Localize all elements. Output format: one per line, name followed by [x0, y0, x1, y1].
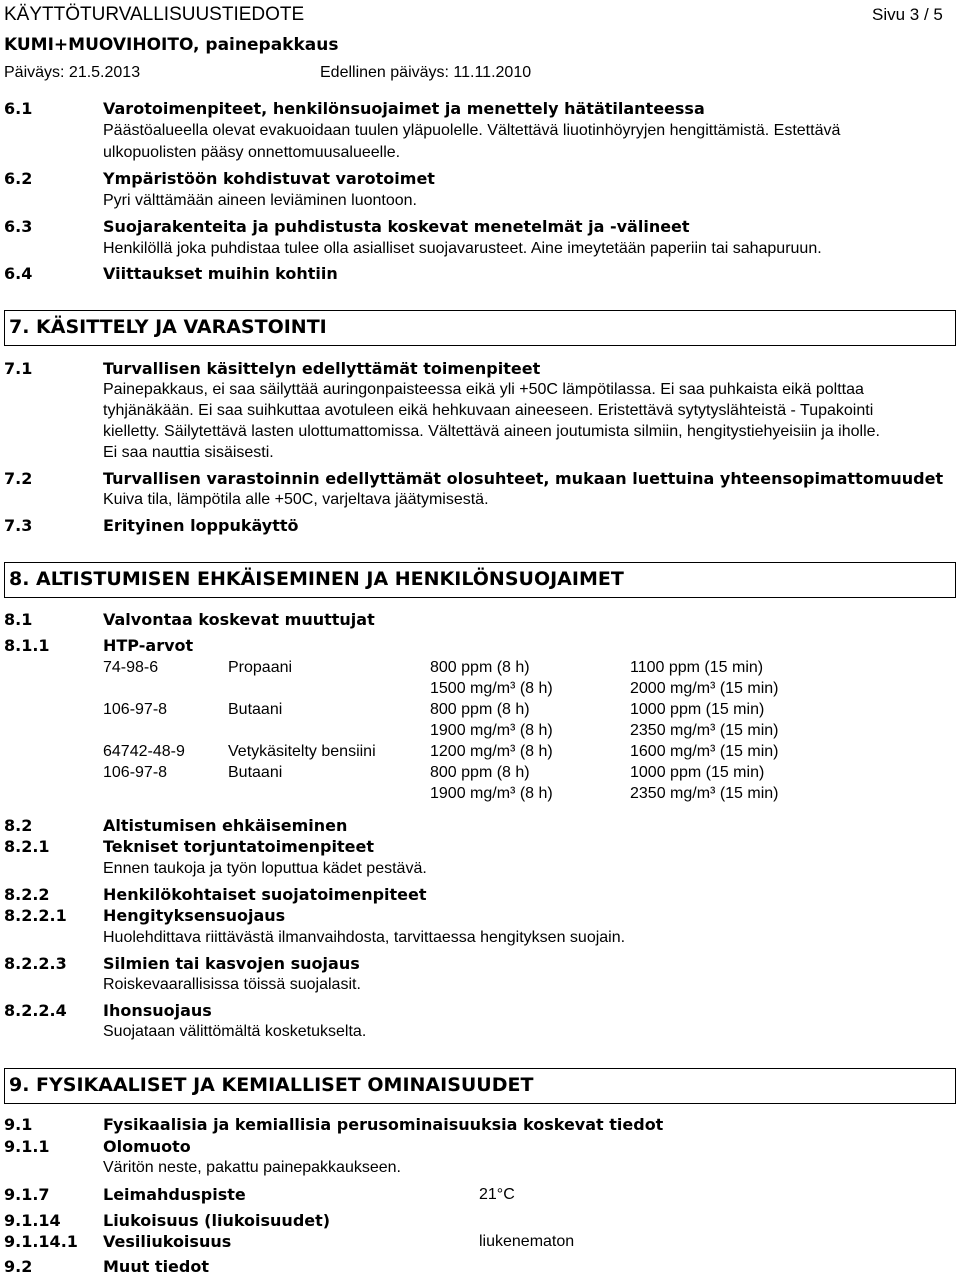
- section-title: Varotoimenpiteet, henkilönsuojaimet ja menettely hätätilanteessa: [103, 99, 705, 118]
- substance-name: Butaani: [228, 701, 283, 718]
- substance-name: Propaani: [228, 659, 293, 676]
- section-number: 9.1.7: [4, 1185, 50, 1204]
- issue-date: Päiväys: 21.5.2013: [4, 64, 141, 81]
- section-number: 9.1.14.1: [4, 1232, 78, 1251]
- substance-name: Butaani: [228, 764, 283, 781]
- section-heading: 8. ALTISTUMISEN EHKÄISEMINEN JA HENKILÖNSUOJAIMET: [9, 568, 624, 590]
- htp-15min-value: 2350 mg/m³ (15 min): [630, 722, 779, 739]
- htp-8h-value: 800 ppm (8 h): [430, 659, 530, 676]
- section-number: 8.2.1: [4, 837, 50, 856]
- cas-number: 74-98-6: [103, 659, 159, 676]
- section-heading-box: [4, 310, 956, 346]
- cas-number: 64742-48-9: [103, 743, 185, 760]
- section-title: Liukoisuus (liukoisuudet): [103, 1211, 331, 1230]
- section-title: Leimahduspiste: [103, 1185, 246, 1204]
- htp-8h-value: 1900 mg/m³ (8 h): [430, 785, 553, 802]
- solubility-value: liukenematon: [479, 1233, 575, 1250]
- section-title: Tekniset torjuntatoimenpiteet: [103, 837, 374, 856]
- section-number: 8.2.2.3: [4, 954, 67, 973]
- section-title: Fysikaalisia ja kemiallisia perusominaisuuksia koskevat tiedot: [103, 1115, 664, 1134]
- section-title: Vesiliukoisuus: [103, 1232, 232, 1251]
- section-number: 9.1.1: [4, 1137, 50, 1156]
- htp-8h-value: 800 ppm (8 h): [430, 701, 530, 718]
- htp-15min-value: 1000 ppm (15 min): [630, 701, 765, 718]
- section-heading-box: [4, 562, 956, 598]
- section-number: 9.1.14: [4, 1211, 61, 1230]
- body-text: Suojataan välittömältä kosketukselta.: [103, 1023, 367, 1040]
- substance-name: Vetykäsitelty bensiini: [228, 743, 376, 760]
- section-title: Ympäristöön kohdistuvat varotoimet: [103, 169, 435, 188]
- section-number: 7.2: [4, 469, 33, 488]
- section-number: 8.2.2.1: [4, 906, 67, 925]
- section-number: 6.3: [4, 217, 33, 236]
- document-type: KÄYTTÖTURVALLISUUSTIEDOTE: [4, 4, 305, 25]
- section-title: Muut tiedot: [103, 1257, 209, 1276]
- body-text: Henkilöllä joka puhdistaa tulee olla asialliset suojavarusteet. Aine imeytetään paperiin tai sahapuruun.: [103, 240, 822, 257]
- section-title: Ihonsuojaus: [103, 1001, 212, 1020]
- section-title: Altistumisen ehkäiseminen: [103, 816, 348, 835]
- body-text: Kuiva tila, lämpötila alle +50C, varjeltava jäätymisestä.: [103, 491, 489, 508]
- product-name: KUMI+MUOVIHOITO, painepakkaus: [4, 35, 339, 55]
- htp-8h-value: 1200 mg/m³ (8 h): [430, 743, 553, 760]
- body-text: Väritön neste, pakattu painepakkaukseen.: [103, 1159, 401, 1176]
- body-text: ulkopuolisten pääsy onnettomuusalueelle.: [103, 144, 401, 161]
- cas-number: 106-97-8: [103, 764, 168, 781]
- previous-date: Edellinen päiväys: 11.11.2010: [320, 64, 532, 81]
- section-number: 7.1: [4, 359, 33, 378]
- section-title: Valvontaa koskevat muuttujat: [103, 610, 375, 629]
- section-heading-box: [4, 1068, 956, 1104]
- section-title: Suojarakenteita ja puhdistusta koskevat menetelmät ja -välineet: [103, 217, 690, 236]
- section-number: 6.2: [4, 169, 33, 188]
- body-text: kielletty. Säilytettävä lasten ulottumattomissa. Vältettävä aineen joutumista silmiin, hengitystiehyeisiin ja iholle.: [103, 423, 880, 440]
- htp-8h-value: 1500 mg/m³ (8 h): [430, 680, 553, 697]
- htp-15min-value: 2000 mg/m³ (15 min): [630, 680, 779, 697]
- section-title: Erityinen loppukäyttö: [103, 516, 299, 535]
- body-text: Pyri välttämään aineen leviäminen luontoon.: [103, 192, 417, 209]
- section-heading: 9. FYSIKAALISET JA KEMIALLISET OMINAISUUDET: [9, 1074, 534, 1096]
- body-text: Ennen taukoja ja työn loputtua kädet pestävä.: [103, 860, 427, 877]
- section-number: 6.4: [4, 264, 33, 283]
- section-number: 9.1: [4, 1115, 33, 1134]
- section-number: 8.1: [4, 610, 33, 629]
- flash-point-value: 21°C: [479, 1186, 515, 1203]
- body-text: Painepakkaus, ei saa säilyttää auringonpaisteessa eikä yli +50C lämpötilassa. Ei saa puhkaista eikä polttaa: [103, 381, 864, 398]
- section-number: 8.2.2.4: [4, 1001, 67, 1020]
- section-number: 6.1: [4, 99, 33, 118]
- section-title: Viittaukset muihin kohtiin: [103, 264, 338, 283]
- section-title: Olomuoto: [103, 1137, 191, 1156]
- htp-15min-value: 1600 mg/m³ (15 min): [630, 743, 779, 760]
- body-text: Roiskevaarallisissa töissä suojalasit.: [103, 976, 361, 993]
- htp-15min-value: 1000 ppm (15 min): [630, 764, 765, 781]
- body-text: Ei saa nauttia sisäisesti.: [103, 444, 274, 461]
- section-title: Silmien tai kasvojen suojaus: [103, 954, 360, 973]
- section-number: 7.3: [4, 516, 33, 535]
- section-title: HTP-arvot: [103, 636, 194, 655]
- section-heading: 7. KÄSITTELY JA VARASTOINTI: [9, 316, 327, 338]
- body-text: Huolehdittava riittävästä ilmanvaihdosta, tarvittaessa hengityksen suojain.: [103, 929, 626, 946]
- section-number: 8.2.2: [4, 885, 50, 904]
- section-title: Hengityksensuojaus: [103, 906, 286, 925]
- page-number: Sivu 3 / 5: [872, 5, 943, 24]
- section-title: Turvallisen käsittelyn edellyttämät toimenpiteet: [103, 359, 541, 378]
- htp-8h-value: 800 ppm (8 h): [430, 764, 530, 781]
- htp-8h-value: 1900 mg/m³ (8 h): [430, 722, 553, 739]
- body-text: Päästöalueella olevat evakuoidaan tuulen yläpuolelle. Vältettävä liuotinhöyryjen hengittämistä. Estettävä: [103, 122, 841, 139]
- section-number: 8.2: [4, 816, 33, 835]
- htp-15min-value: 1100 ppm (15 min): [630, 659, 764, 676]
- section-title: Henkilökohtaiset suojatoimenpiteet: [103, 885, 427, 904]
- body-text: tyhjänäkään. Ei saa suihkuttaa avotuleen eikä hehkuvaan aineeseen. Eristettävä sytytyslähteistä - Tupakointi: [103, 402, 874, 419]
- htp-15min-value: 2350 mg/m³ (15 min): [630, 785, 779, 802]
- cas-number: 106-97-8: [103, 701, 168, 718]
- section-title: Turvallisen varastoinnin edellyttämät olosuhteet, mukaan luettuina yhteensopimattomuudet: [103, 469, 944, 488]
- section-number: 8.1.1: [4, 636, 50, 655]
- section-number: 9.2: [4, 1257, 33, 1276]
